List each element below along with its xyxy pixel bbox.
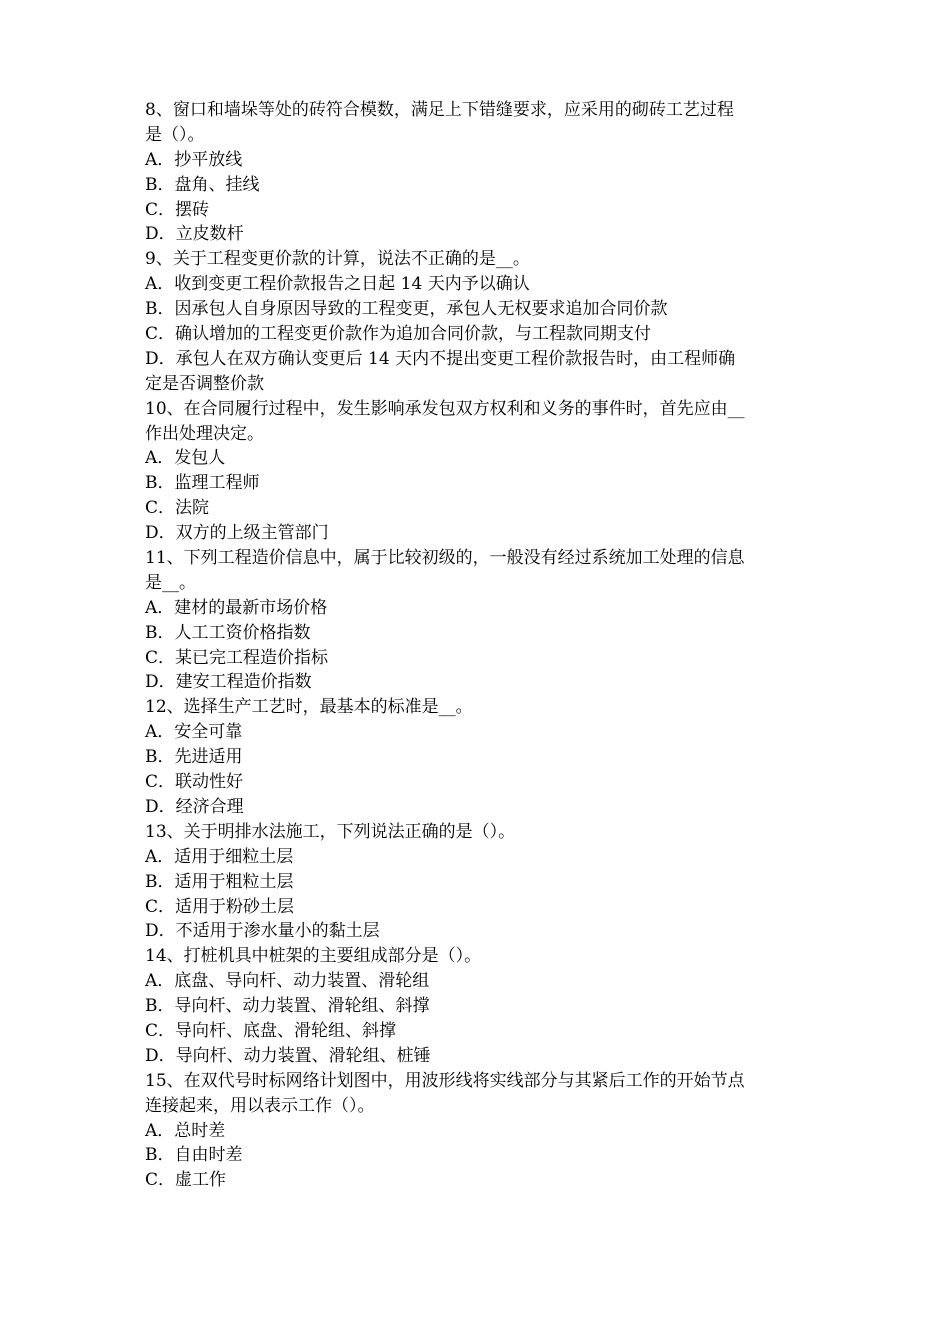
answer-option: A．总时差 xyxy=(145,1120,226,1141)
question-stem-line: 作出处理决定。 xyxy=(145,423,264,444)
answer-option: B．因承包人自身原因导致的工程变更，承包人无权要求追加合同价款 xyxy=(145,299,668,320)
answer-option: D．双方的上级主管部门 xyxy=(145,523,329,544)
question-stem-line: 8、窗口和墙垛等处的砖符合模数，满足上下错缝要求，应采用的砌砖工艺过程 xyxy=(145,100,734,120)
question-stem-line: 11、下列工程造价信息中，属于比较初级的，一般没有经过系统加工处理的信息 xyxy=(145,548,745,569)
question-stem-line: 是（）。 xyxy=(145,124,205,145)
answer-option: A．收到变更工程价款报告之日起 14 天内予以确认 xyxy=(145,274,530,295)
answer-option: C．虚工作 xyxy=(145,1170,227,1191)
answer-option: C．摆砖 xyxy=(145,199,210,220)
answer-option: C．某已完工程造价指标 xyxy=(145,647,329,668)
answer-option: A．适用于细粒土层 xyxy=(145,846,294,867)
question-stem-line: 13、关于明排水法施工，下列说法正确的是（）。 xyxy=(145,821,516,842)
answer-option: C．适用于粉砂土层 xyxy=(145,896,295,917)
question-block xyxy=(145,546,810,695)
answer-option: B．盘角、挂线 xyxy=(145,174,260,195)
question-block xyxy=(145,695,810,819)
question-block xyxy=(145,98,810,247)
answer-option: D．不适用于渗水量小的黏土层 xyxy=(145,921,380,942)
question-block xyxy=(145,820,810,944)
question-stem-line: 14、打桩机具中桩架的主要组成部分是（）。 xyxy=(145,946,482,967)
answer-option: D．建安工程造价指数 xyxy=(145,672,312,693)
question-stem-line: 12、选择生产工艺时，最基本的标准是__。 xyxy=(145,697,473,718)
question-block xyxy=(145,397,810,546)
answer-option: B．适用于粗粒土层 xyxy=(145,871,294,892)
answer-option: B．自由时差 xyxy=(145,1145,243,1166)
answer-option: C．确认增加的工程变更价款作为追加合同价款，与工程款同期支付 xyxy=(145,324,652,345)
answer-option: D．立皮数杆 xyxy=(145,224,244,245)
answer-option: D．导向杆、动力装置、滑轮组、桩锤 xyxy=(145,1045,431,1066)
answer-option: C．联动性好 xyxy=(145,772,244,793)
answer-option: D．承包人在双方确认变更后 14 天内不提出变更工程价款报告时，由工程师确 xyxy=(145,348,736,369)
question-stem-line: 连接起来，用以表示工作（）。 xyxy=(145,1095,375,1116)
answer-option: A．安全可靠 xyxy=(145,722,243,743)
answer-option: B．人工工资价格指数 xyxy=(145,622,311,643)
answer-option: B．导向杆、动力装置、滑轮组、斜撑 xyxy=(145,996,430,1017)
question-block xyxy=(145,944,810,1068)
question-stem-line: 10、在合同履行过程中，发生影响承发包双方权利和义务的事件时，首先应由__ xyxy=(145,398,745,419)
answer-option: A．建材的最新市场价格 xyxy=(145,597,328,618)
answer-option: D．经济合理 xyxy=(145,796,244,817)
document-page xyxy=(145,98,810,1193)
answer-option: B．监理工程师 xyxy=(145,473,260,494)
question-stem-line: 9、关于工程变更价款的计算，说法不正确的是__。 xyxy=(145,249,530,270)
answer-option: A．发包人 xyxy=(145,448,226,469)
question-stem-line: 15、在双代号时标网络计划图中，用波形线将实线部分与其紧后工作的开始节点 xyxy=(145,1070,745,1091)
question-block xyxy=(145,247,810,396)
answer-option: B．先进适用 xyxy=(145,747,243,768)
answer-option: C．导向杆、底盘、滑轮组、斜撑 xyxy=(145,1020,397,1041)
answer-option: A．底盘、导向杆、动力装置、滑轮组 xyxy=(145,971,430,992)
question-block xyxy=(145,1069,810,1193)
question-stem-line: 是__。 xyxy=(145,572,196,593)
answer-option: A．抄平放线 xyxy=(145,149,243,170)
answer-option: C．法院 xyxy=(145,498,210,519)
answer-option-continuation: 定是否调整价款 xyxy=(145,373,264,394)
